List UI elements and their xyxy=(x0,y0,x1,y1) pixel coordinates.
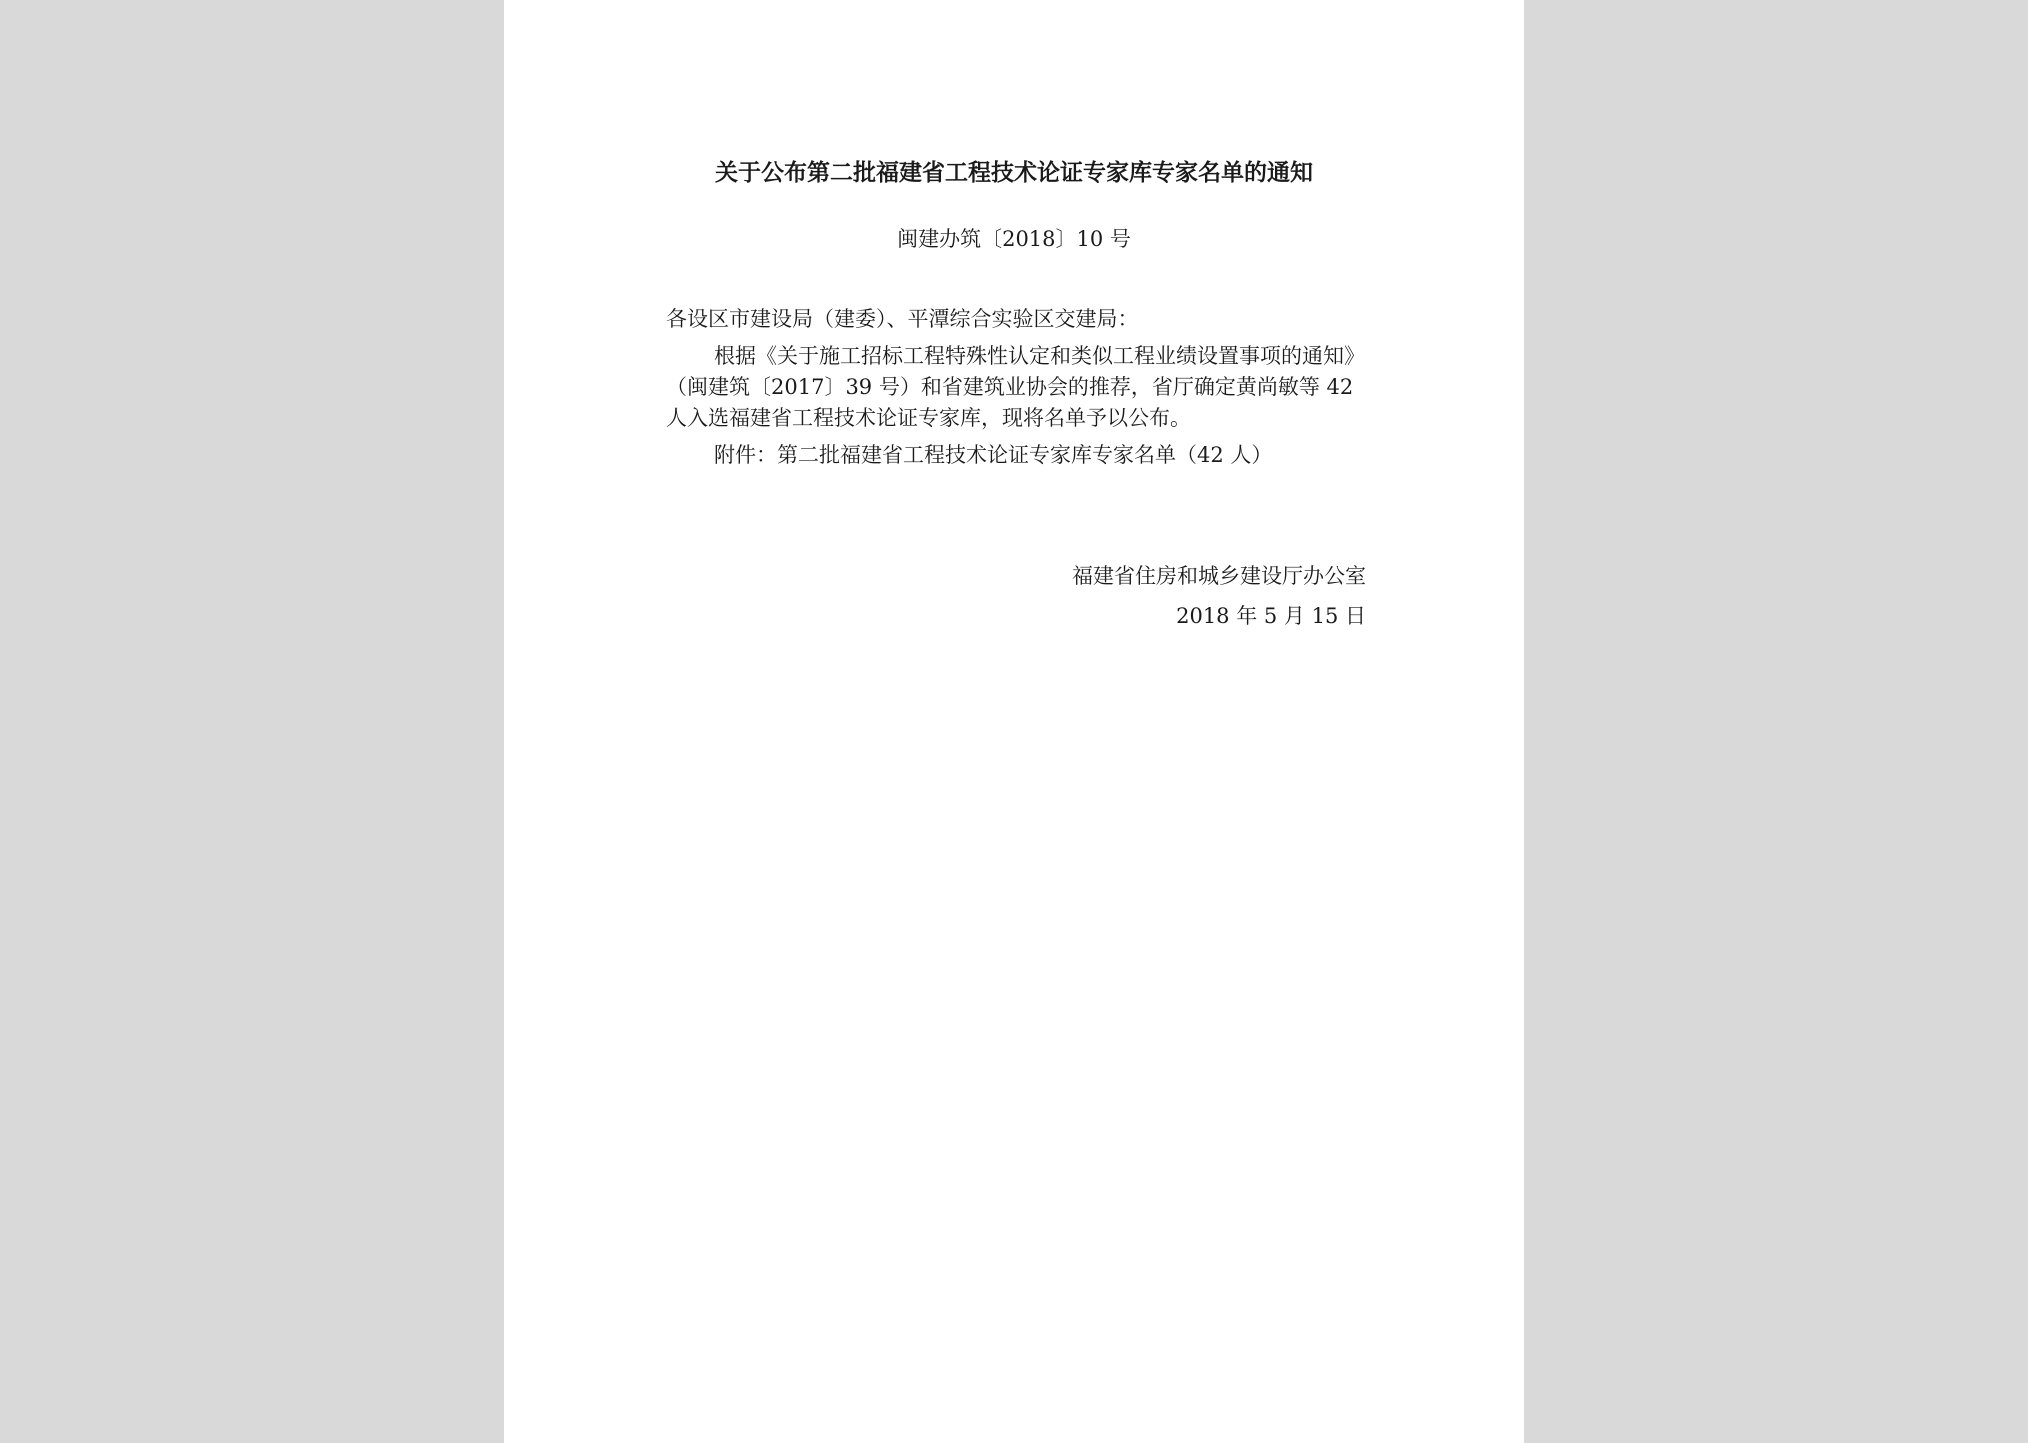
document-title: 关于公布第二批福建省工程技术论证专家库专家名单的通知 xyxy=(715,159,1313,186)
body-paragraph: 根据《关于施工招标工程特殊性认定和类似工程业绩设置事项的通知》（闽建筑〔2017〕39 号）和省建筑业协会的推荐，省厅确定黄尚敏等 42 人入选福建省工程技术论证专家库，现将名单予以公布。 xyxy=(666,344,1365,430)
salutation: 各设区市建设局（建委）、平潭综合实验区交建局： xyxy=(666,307,1139,331)
issuer-name: 福建省住房和城乡建设厅办公室 xyxy=(1072,564,1366,588)
signature-block xyxy=(1072,556,1366,636)
document-body xyxy=(666,304,1366,471)
document-page xyxy=(504,0,1524,1443)
issue-date: 2018 年 5 月 15 日 xyxy=(1176,604,1366,628)
attachment-line: 附件：第二批福建省工程技术论证专家库专家名单（42 人） xyxy=(714,443,1273,467)
document-number: 闽建办筑〔2018〕10 号 xyxy=(897,227,1131,251)
